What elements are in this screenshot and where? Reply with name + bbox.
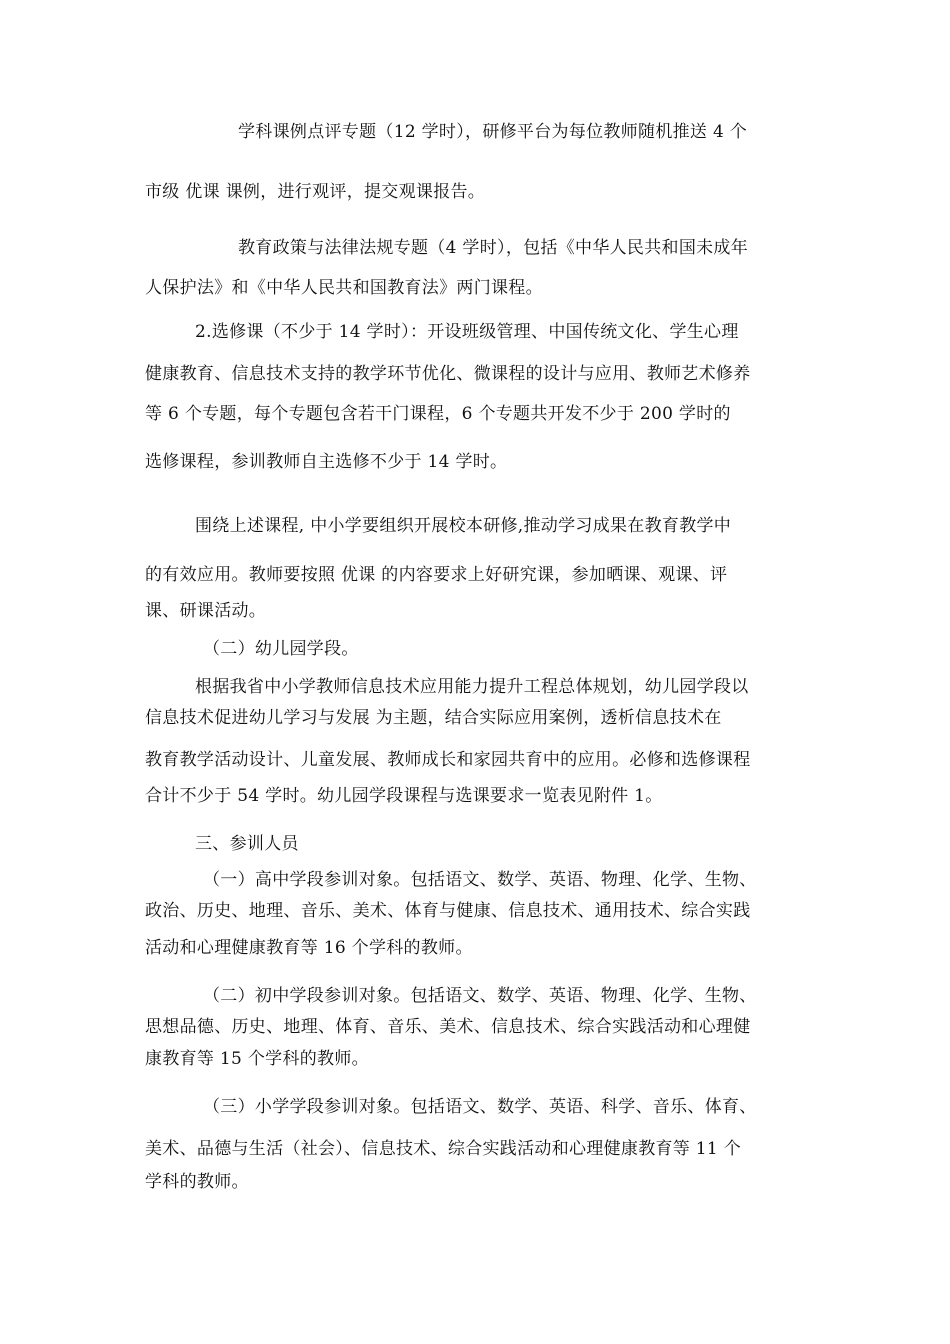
text-line: 2.选修课（不少于 14 学时）：开设班级管理、中国传统文化、学生心理 — [195, 322, 739, 342]
text-line: 选修课程，参训教师自主选修不少于 14 学时。 — [145, 452, 508, 472]
text-line: 思想品德、历史、地理、体育、音乐、美术、信息技术、综合实践活动和心理健 — [145, 1017, 751, 1037]
text-line: 学科的教师。 — [145, 1172, 249, 1192]
text-line: 围绕上述课程, 中小学要组织开展校本研修,推动学习成果在教育教学中 — [195, 516, 732, 536]
text-line: （三）小学学段参训对象。包括语文、数学、英语、科学、音乐、体育、 — [203, 1097, 757, 1117]
text-line: 活动和心理健康教育等 16 个学科的教师。 — [145, 938, 473, 958]
text-line: 政治、历史、地理、音乐、美术、体育与健康、信息技术、通用技术、综合实践 — [145, 901, 751, 921]
text-line: 的有效应用。教师要按照 优课 的内容要求上好研究课，参加晒课、观课、评 — [145, 565, 728, 585]
text-line: 课、研课活动。 — [145, 601, 267, 621]
text-line: 健康教育、信息技术支持的教学环节优化、微课程的设计与应用、教师艺术修养 — [145, 364, 751, 384]
text-line: 教育政策与法律法规专题（4 学时），包括《中华人民共和国未成年 — [238, 238, 749, 258]
text-line: 教育教学活动设计、儿童发展、教师成长和家园共育中的应用。必修和选修课程 — [145, 750, 751, 770]
text-line: 等 6 个专题，每个专题包含若干门课程，6 个专题共开发不少于 200 学时的 — [145, 404, 731, 424]
text-line: 康教育等 15 个学科的教师。 — [145, 1049, 369, 1069]
text-line: （二）初中学段参训对象。包括语文、数学、英语、物理、化学、生物、 — [203, 986, 757, 1006]
text-line: 合计不少于 54 学时。幼儿园学段课程与选课要求一览表见附件 1。 — [145, 786, 663, 806]
text-line: 市级 优课 课例，进行观评，提交观课报告。 — [145, 182, 486, 202]
text-line: （一）高中学段参训对象。包括语文、数学、英语、物理、化学、生物、 — [203, 870, 757, 890]
text-line: 根据我省中小学教师信息技术应用能力提升工程总体规划，幼儿园学段以 — [195, 677, 749, 697]
section-heading: （二）幼儿园学段。 — [203, 639, 359, 659]
section-heading: 三、参训人员 — [195, 834, 299, 854]
text-line: 学科课例点评专题（12 学时），研修平台为每位教师随机推送 4 个 — [238, 122, 748, 142]
text-line: 美术、品德与生活（社会）、信息技术、综合实践活动和心理健康教育等 11 个 — [145, 1139, 742, 1159]
text-line: 信息技术促进幼儿学习与发展 为主题，结合实际应用案例，透析信息技术在 — [145, 708, 722, 728]
text-line: 人保护法》和《中华人民共和国教育法》两门课程。 — [145, 278, 543, 298]
